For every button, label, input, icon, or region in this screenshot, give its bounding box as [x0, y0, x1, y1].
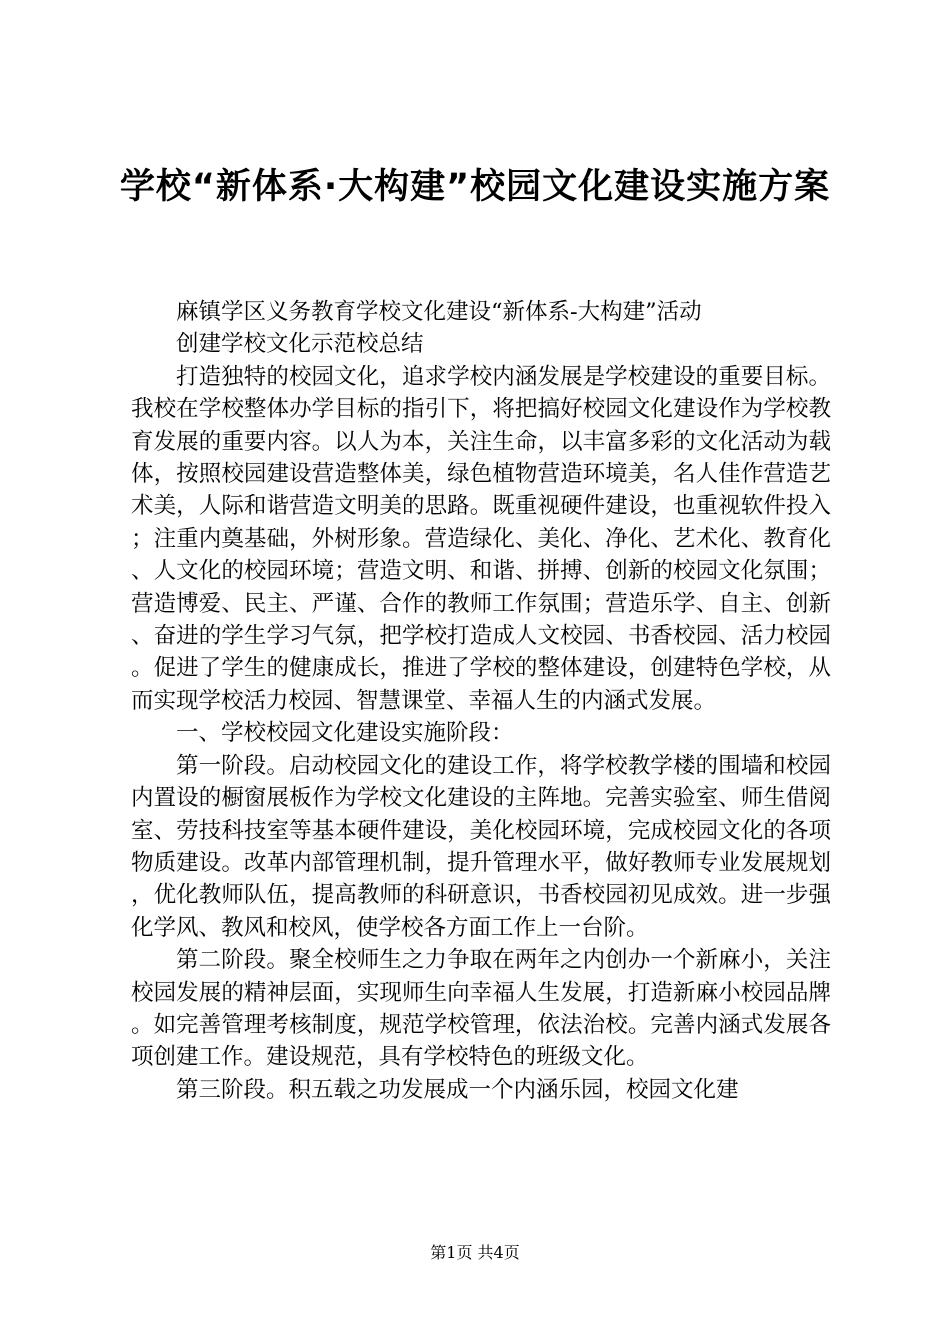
subtitle-line-2: 创建学校文化示范校总结: [176, 331, 424, 358]
page-number: 第1页 共4页: [430, 1243, 520, 1262]
stage-three-paragraph: 第三阶段。积五载之功发展成一个内涵乐园，校园文化建: [176, 1076, 739, 1103]
intro-paragraph: 打造独特的校园文化，追求学校内涵发展是学校建设的重要目标。我校在学校整体办学目标的指引下，将把搞好校园文化建设作为学校教育发展的重要内容。以人为本，关注生命，以丰富多彩的文化活动为载体，按照校园建设营造整体美，绿色植物营造环境美，名人佳作营造艺术美，人际和谐营造文明美的思路。既重视硬件建设，也重视软件投入；注重内奠基础，外树形象。营造绿化、美化、净化、艺术化、教育化、人文化的校园环境；营造文明、和谐、拼搏、创新的校园文化氛围；营造博爱、民主、严谨、合作的教师工作氛围；营造乐学、自主、创新、奋进的学生学习气氛，把学校打造成人文校园、书香校园、活力校园。促进了学生的健康成长，推进了学校的整体建设，创建特色学校，从而实现学校活力校园、智慧课堂、幸福人生的内涵式发展。: [131, 363, 831, 714]
section-heading: 一、学校校园文化建设实施阶段：: [176, 720, 514, 747]
stage-one-paragraph: 第一阶段。启动校园文化的建设工作，将学校教学楼的围墙和校园内置设的橱窗展板作为学校文化建设的主阵地。完善实验室、师生借阅室、劳技科技室等基本硬件建设，美化校园环境，完成校园文化的各项物质建设。改革内部管理机制，提升管理水平，做好教师专业发展规划，优化教师队伍，提高教师的科研意识，书香校园初见成效。进一步强化学风、教风和校风，使学校各方面工作上一台阶。: [131, 752, 831, 941]
document-body: [131, 296, 831, 1106]
document-title: 学校“新体系·大构建”校园文化建设实施方案: [119, 167, 831, 207]
stage-two-paragraph: 第二阶段。聚全校师生之力争取在两年之内创办一个新麻小，关注校园发展的精神层面，实现师生向幸福人生发展，打造新麻小校园品牌。如完善管理考核制度，规范学校管理，依法治校。完善内涵式发展各项创建工作。建设规范，具有学校特色的班级文化。: [131, 947, 831, 1071]
subtitle-line-1: 麻镇学区义务教育学校文化建设“新体系-大构建”活动: [176, 299, 702, 325]
